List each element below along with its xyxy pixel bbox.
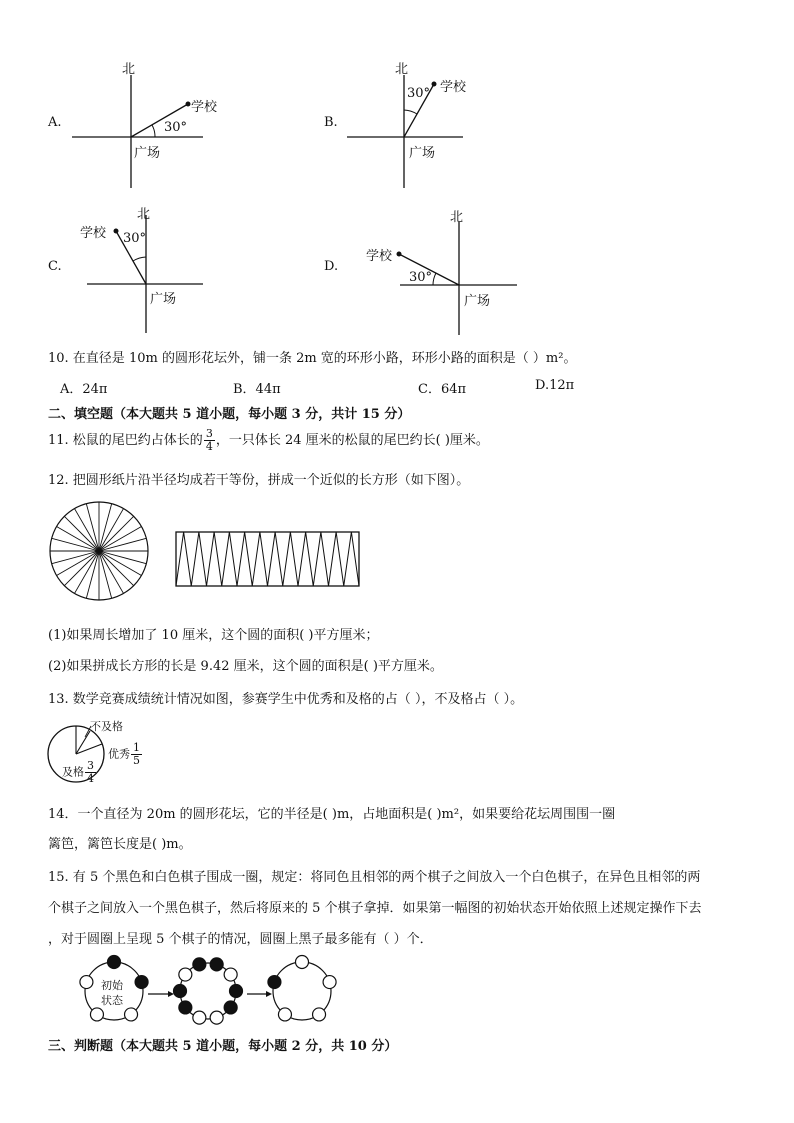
option-d: D.12π [535, 378, 575, 393]
option-c: C．64π [418, 382, 467, 397]
square-label: 广场 [409, 146, 436, 161]
question-12: 12. 把圆形纸片沿半径均成若干等份，拼成一个近似的长方形（如下图）。 [48, 473, 470, 488]
question-15-line-2: 个棋子之间放入一个黑色棋子，然后将原来的 5 个棋子拿掉．如果第一幅图的初始状态开始依照上述规定操作下去 [48, 901, 702, 916]
question-10: 10. 在直径是 10m 的圆形花坛外，铺一条 2m 宽的环形小路，环形小路的面积是（ ）m²。 [48, 351, 577, 366]
question-11-suffix: ，一只体长 24 厘米的松鼠的尾巴约长( )厘米。 [215, 433, 489, 448]
white-piece [278, 1008, 291, 1021]
white-piece [193, 1011, 206, 1024]
white-piece [210, 1011, 223, 1024]
square-label: 广场 [464, 294, 491, 309]
excellent-label: 优秀 $\frac{1}{5}$ [108, 741, 140, 767]
black-piece [179, 1001, 192, 1014]
white-piece [313, 1008, 326, 1021]
black-piece [193, 958, 206, 971]
north-label: 北 [122, 62, 136, 77]
option-b: B．44π [233, 382, 281, 397]
start-state-label: 初始 状态 [101, 979, 123, 1007]
angle-label: 30° [164, 120, 188, 135]
option-d-label: D. [324, 259, 339, 274]
question-14-line-1: 14．一个直径为 20m 的圆形花坛，它的半径是( )m，占地面积是( )m²，如果要给花坛周围围一圈 [48, 807, 616, 822]
question-11-prefix: 11. 松鼠的尾巴约占体长的 [48, 433, 203, 448]
black-piece [224, 1001, 237, 1014]
question-15-line-3: ，对于圆圈上呈现 5 个棋子的情况，圆圈上黑子最多能有（ ）个． [48, 932, 433, 947]
angle-label: 30° [123, 231, 147, 246]
question-12-part-1: (1)如果周长增加了 10 厘米，这个圆的面积( )平方厘米； [48, 628, 379, 643]
school-label: 学校 [440, 80, 467, 95]
section-2-title: 二、填空题（本大题共 5 道小题，每小题 3 分，共计 15 分） [48, 407, 411, 422]
white-piece [179, 968, 192, 981]
white-piece [125, 1008, 138, 1021]
option-a-label: A. [48, 115, 62, 130]
question-12-part-2: (2)如果拼成长方形的长是 9.42 厘米，这个圆的面积是( )平方厘米。 [48, 659, 443, 674]
school-label: 学校 [80, 226, 107, 241]
black-piece [108, 956, 121, 969]
fail-label: 不及格 [90, 720, 123, 733]
angle-label: 30° [409, 270, 433, 285]
black-piece [210, 958, 223, 971]
north-label: 北 [450, 210, 464, 225]
square-label: 广场 [150, 292, 177, 307]
white-piece [80, 976, 93, 989]
white-piece [296, 956, 309, 969]
question-13: 13. 数学竞赛成绩统计情况如图，参赛学生中优秀和及格的占（ ），不及格占（ ）。 [48, 692, 524, 707]
north-label: 北 [137, 207, 151, 222]
fraction-three-quarters: $\frac{3}{4}$ [205, 427, 213, 453]
question-15-line-1: 15. 有 5 个黑色和白色棋子围成一圈，规定：将同色且相邻的两个棋子之间放入一个白色棋子，在异色且相邻的两 [48, 870, 701, 885]
pass-label: 及格 $\frac{3}{4}$ [62, 759, 94, 785]
black-piece [174, 985, 187, 998]
north-label: 北 [395, 62, 409, 77]
option-a: A．24π [60, 382, 108, 397]
black-piece [135, 976, 148, 989]
black-piece [268, 976, 281, 989]
square-label: 广场 [134, 146, 161, 161]
angle-label: 30° [407, 86, 431, 101]
black-piece [230, 985, 243, 998]
white-piece [90, 1008, 103, 1021]
question-14-line-2: 篱笆，篱笆长度是( )m。 [48, 837, 192, 852]
school-label: 学校 [366, 249, 393, 264]
option-b-label: B. [324, 115, 338, 130]
school-label: 学校 [191, 100, 218, 115]
section-3-title: 三、判断题（本大题共 5 道小题，每小题 2 分，共 10 分） [48, 1039, 398, 1054]
white-piece [323, 976, 336, 989]
white-piece [224, 968, 237, 981]
option-c-label: C. [48, 259, 62, 274]
